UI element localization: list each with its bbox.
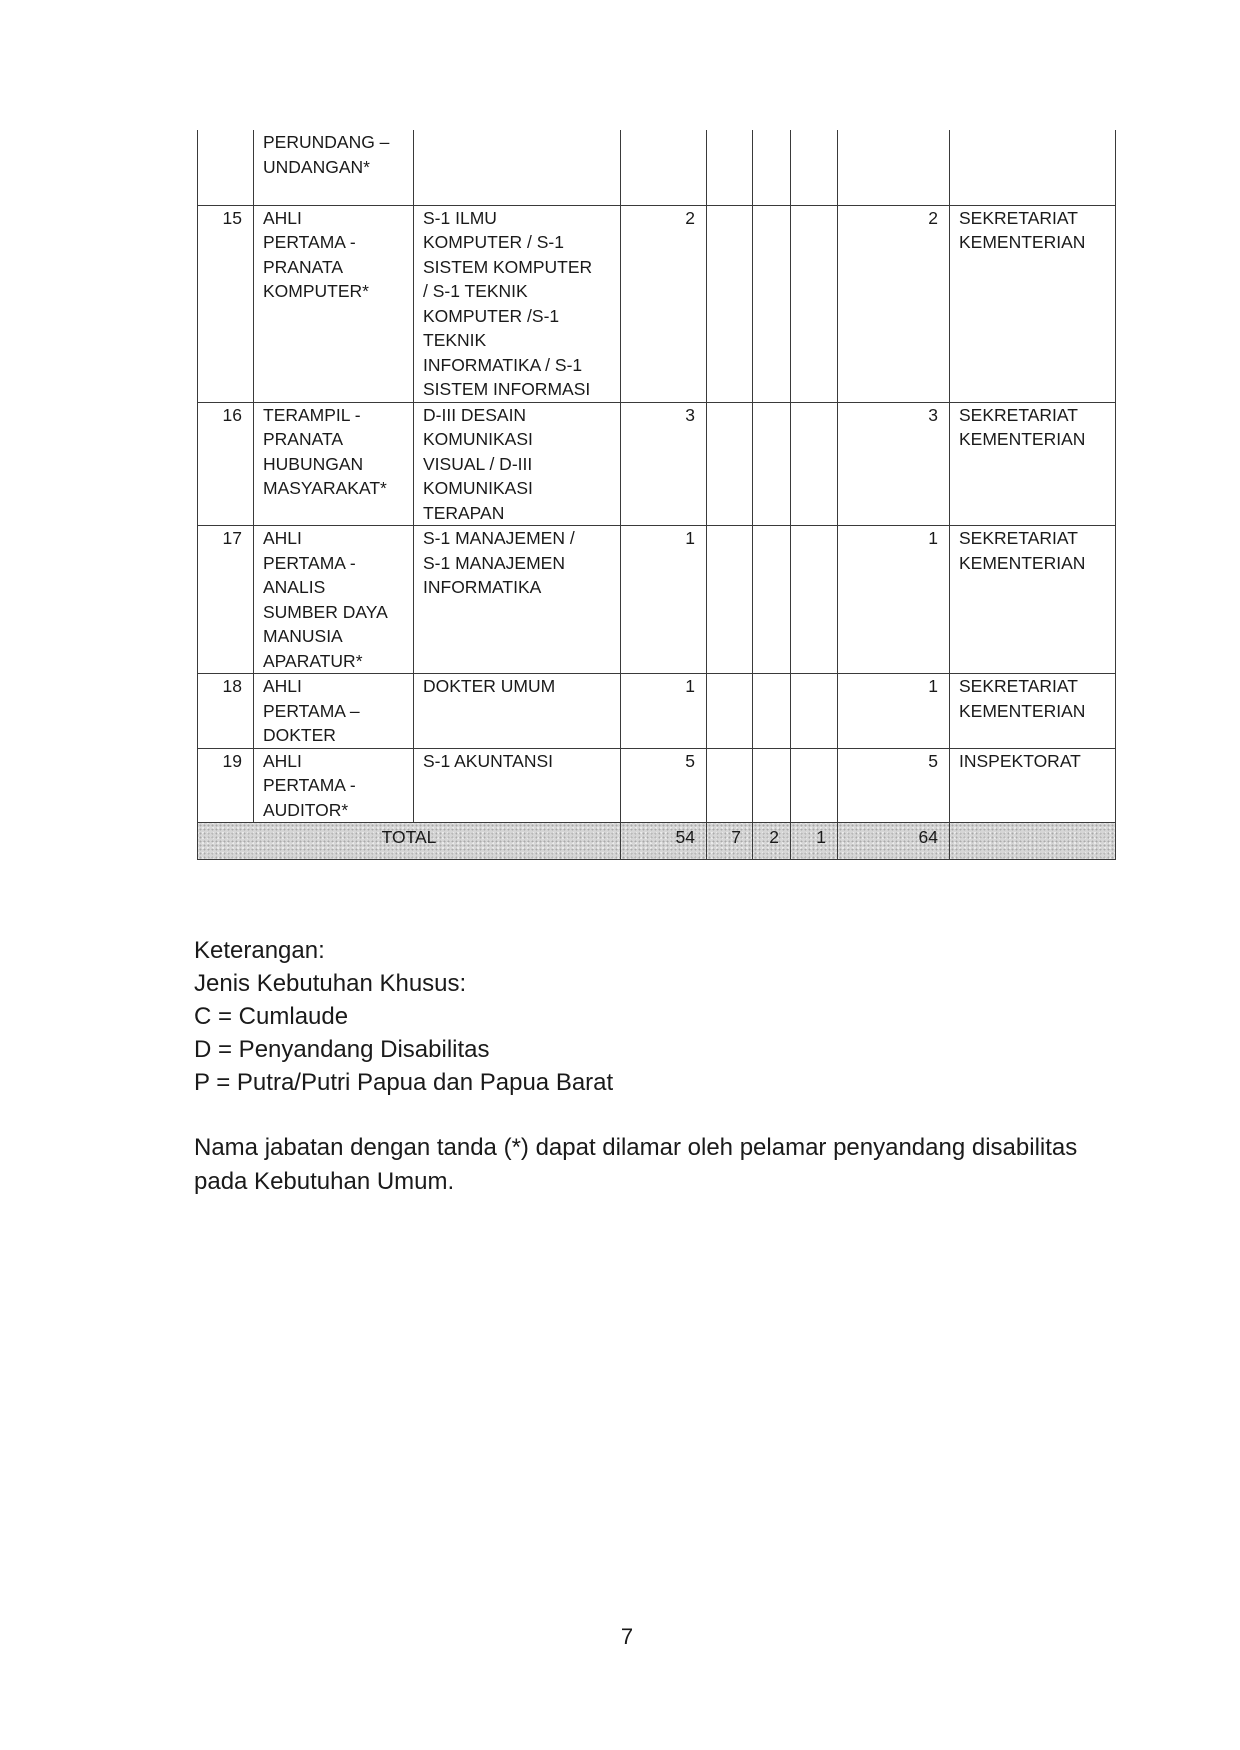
cell-unit [950, 130, 1116, 205]
page-number: 7 [620, 1624, 634, 1649]
cell-c [707, 674, 753, 749]
cell-jabatan: TERAMPIL - PRANATA HUBUNGAN MASYARAKAT* [254, 402, 414, 526]
cell-jumlah: 3 [838, 402, 950, 526]
table-row-total [198, 823, 1116, 860]
cell-no: 19 [198, 748, 254, 823]
cell-jumlah: 2 [838, 205, 950, 402]
cell-kualifikasi: D-III DESAIN KOMUNIKASI VISUAL / D-III KOMUNIKASI TERAPAN [414, 402, 621, 526]
cell-no: 15 [198, 205, 254, 402]
cell-jumlah: 5 [838, 748, 950, 823]
cell-kualifikasi [414, 130, 621, 205]
cell-p [791, 674, 838, 749]
cell-umum: 3 [621, 402, 707, 526]
total-jumlah: 64 [838, 823, 950, 860]
cell-d [753, 130, 791, 205]
notes-item-c: C = Cumlaude [194, 1003, 349, 1030]
cell-unit: SEKRETARIAT KEMENTERIAN [950, 205, 1116, 402]
table-row-continuation [198, 130, 1116, 205]
notes-item-p: P = Putra/Putri Papua dan Papua Barat [194, 1069, 614, 1096]
table-row [198, 205, 1116, 402]
total-d: 2 [753, 823, 791, 860]
cell-d [753, 748, 791, 823]
cell-no: 18 [198, 674, 254, 749]
cell-d [753, 205, 791, 402]
total-umum: 54 [621, 823, 707, 860]
cell-c [707, 748, 753, 823]
cell-jumlah [838, 130, 950, 205]
cell-umum: 1 [621, 526, 707, 674]
cell-p [791, 526, 838, 674]
cell-c [707, 526, 753, 674]
cell-p [791, 402, 838, 526]
cell-unit: SEKRETARIAT KEMENTERIAN [950, 526, 1116, 674]
cell-unit: SEKRETARIAT KEMENTERIAN [950, 674, 1116, 749]
cell-unit: INSPEKTORAT [950, 748, 1116, 823]
cell-jabatan: AHLI PERTAMA – DOKTER [254, 674, 414, 749]
cell-c [707, 205, 753, 402]
cell-umum: 2 [621, 205, 707, 402]
total-p: 1 [791, 823, 838, 860]
cell-umum: 5 [621, 748, 707, 823]
cell-no: 16 [198, 402, 254, 526]
total-unit [950, 823, 1116, 860]
table-row [198, 674, 1116, 749]
table-row [198, 526, 1116, 674]
cell-d [753, 526, 791, 674]
table-row [198, 748, 1116, 823]
cell-jabatan: AHLI PERTAMA - AUDITOR* [254, 748, 414, 823]
notes-item-d: D = Penyandang Disabilitas [194, 1036, 490, 1063]
cell-kualifikasi: S-1 MANAJEMEN / S-1 MANAJEMEN INFORMATIKA [414, 526, 621, 674]
cell-no: 17 [198, 526, 254, 674]
cell-umum: 1 [621, 674, 707, 749]
total-label: TOTAL [198, 823, 621, 860]
notes-paragraph: Nama jabatan dengan tanda (*) dapat dilamar oleh pelamar penyandang disabilitas pada Kebutuhan Umum. [194, 1134, 1078, 1195]
cell-c [707, 402, 753, 526]
cell-kualifikasi: S-1 AKUNTANSI [414, 748, 621, 823]
cell-d [753, 402, 791, 526]
cell-no [198, 130, 254, 205]
cell-jabatan: AHLI PERTAMA - PRANATA KOMPUTER* [254, 205, 414, 402]
cell-p [791, 130, 838, 205]
cell-jumlah: 1 [838, 526, 950, 674]
cell-jumlah: 1 [838, 674, 950, 749]
cell-jabatan: AHLI PERTAMA - ANALIS SUMBER DAYA MANUSIA APARATUR* [254, 526, 414, 674]
formation-table [197, 130, 1116, 860]
cell-kualifikasi: S-1 ILMU KOMPUTER / S-1 SISTEM KOMPUTER / S-1 TEKNIK KOMPUTER /S-1 TEKNIK INFORMATIKA / S-1 SISTEM INFORMASI [414, 205, 621, 402]
cell-umum [621, 130, 707, 205]
cell-jabatan: PERUNDANG – UNDANGAN* [254, 130, 414, 205]
cell-p [791, 205, 838, 402]
cell-d [753, 674, 791, 749]
total-c: 7 [707, 823, 753, 860]
table-row [198, 402, 1116, 526]
cell-unit: SEKRETARIAT KEMENTERIAN [950, 402, 1116, 526]
notes-subheading: Jenis Kebutuhan Khusus: [194, 970, 467, 997]
notes-heading: Keterangan: [194, 937, 325, 964]
cell-p [791, 748, 838, 823]
cell-kualifikasi: DOKTER UMUM [414, 674, 621, 749]
notes-section [194, 934, 1134, 1199]
cell-c [707, 130, 753, 205]
